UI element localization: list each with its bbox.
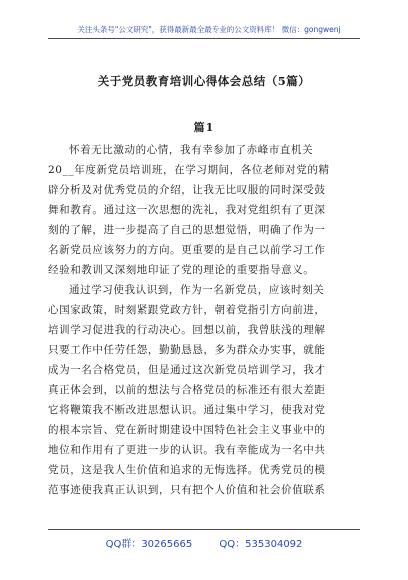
text-line: 怀着无比激动的心情，我有幸参加了赤峰市直机关 xyxy=(69,144,314,156)
text-line: 刻的了解，进一步提高了自己的思想觉悟，明确了作为一 xyxy=(48,224,326,236)
text-line: 舞和教育。通过这一次思想的洗礼，我对党组织有了更深 xyxy=(48,204,326,216)
body-text xyxy=(48,140,354,500)
footer-contacts xyxy=(0,535,408,550)
text-line: 20__年度新党员培训班，在学习期间，各位老师对党的精 xyxy=(48,164,330,176)
text-line: 成为一名合格党员，但是通过这次新党员培训学习，我才 xyxy=(48,364,326,376)
text-line: 它将鞭策我不断改进思想认识。通过集中学习，使我对党 xyxy=(48,404,326,416)
text-line: 经验和教训又深刻地印证了党的理论的重要指导意义。 xyxy=(48,264,315,276)
text-line: 培训学习促进我的行动决心。回想以前，我曾肤浅的理解 xyxy=(48,324,326,336)
text-line: 心国家政策，时刻紧跟党政方针，朝着党指引方向前进， xyxy=(48,304,326,316)
text-line: 辟分析及对优秀党员的介绍，让我无比叹服的同时深受鼓 xyxy=(48,184,326,196)
paragraph xyxy=(48,280,354,500)
header-promo-text: 关注头条号"公文研究"，获得最新最全最专业的公文资料库！ 微信：gongwenj xyxy=(77,25,341,34)
footer-divider xyxy=(48,529,360,530)
text-line: 只要工作中任劳任怨，勤勤恳恳，多为群众办实事，就能 xyxy=(48,344,326,356)
text-line: 名新党员应该努力的方向。更重要的是自己以前学习工作 xyxy=(48,244,326,256)
text-line: 地位和作用有了更进一步的认识。我有幸能成为一名中共 xyxy=(48,444,326,456)
text-line: 通过学习使我认识到，作为一名新党员，应该时刻关 xyxy=(69,284,325,296)
document-title: 关于党员教育培训心得体会总结（5篇） xyxy=(97,74,311,88)
qq-group-text: QQ群：30265665 xyxy=(105,539,193,550)
section-heading: 篇1 xyxy=(193,121,215,134)
text-line: 范事迹使我真正认识到，只有把个人价值和社会价值联系 xyxy=(48,484,326,496)
paragraph xyxy=(48,140,354,280)
text-line: 党员，这是我人生价值和追求的无悔选择。优秀党员的模 xyxy=(48,464,326,476)
header-divider xyxy=(48,38,360,39)
text-line: 真正体会到，以前的想法与合格党员的标准还有很大差距 xyxy=(48,384,326,396)
qq-text: QQ：535304092 xyxy=(219,539,303,550)
text-line: 的根本宗旨、党在新时期建设中国特色社会主义事业中的 xyxy=(48,424,326,436)
